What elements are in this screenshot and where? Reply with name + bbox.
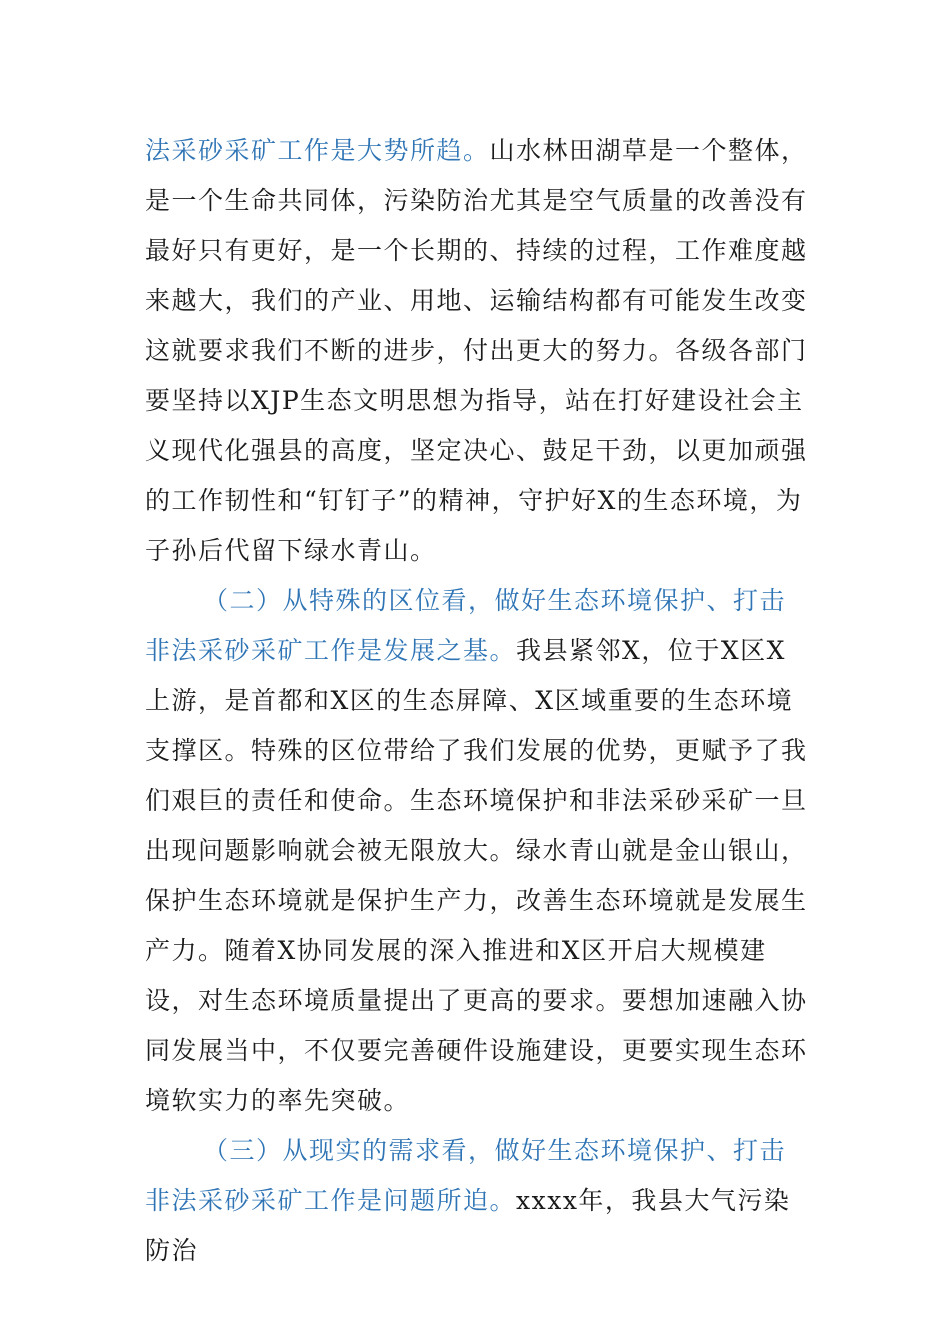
paragraph-section-3	[145, 1126, 810, 1276]
paragraph-text: 我县紧邻X，位于X区X上游，是首都和X区的生态屏障、X区域重要的生态环境支撑区。特殊的区位带给了我们发展的优势，更赋予了我们艰巨的责任和使命。生态环境保护和非法采砂采矿一旦出现问题影响就会被无限放大。绿水青山就是金山银山，保护生态环境就是保护生产力，改善生态环境就是发展生产力。随着X协同发展的深入推进和X区开启大规模建设，对生态环境质量提出了更高的要求。要想加速融入协同发展当中，不仅要完善硬件设施建设，更要实现生态环境软实力的率先突破。	[145, 636, 808, 1115]
paragraph-section-2	[145, 576, 810, 1126]
document-body	[145, 126, 810, 1276]
paragraph-text: xxxx年，我县大气污染防治	[145, 1186, 791, 1265]
paragraph-heading: 法采砂采矿工作是大势所趋。	[145, 136, 490, 165]
paragraph-heading: （三）从现实的需求看，做好生态环境保护、打击非法采砂采矿工作是问题所迫。	[145, 1136, 787, 1215]
paragraph-continuation	[145, 126, 810, 576]
paragraph-text: 山水林田湖草是一个整体，是一个生命共同体，污染防治尤其是空气质量的改善没有最好只有更好，是一个长期的、持续的过程，工作难度越来越大，我们的产业、用地、运输结构都有可能发生改变这就要求我们不断的进步，付出更大的努力。各级各部门要坚持以XJP生态文明思想为指导，站在打好建设社会主义现代化强县的高度，坚定决心、鼓足干劲，以更加顽强的工作韧性和“钉钉子”的精神，守护好X的生态环境，为子孙后代留下绿水青山。	[145, 136, 808, 565]
paragraph-heading: （二）从特殊的区位看，做好生态环境保护、打击非法采砂采矿工作是发展之基。	[145, 586, 787, 665]
